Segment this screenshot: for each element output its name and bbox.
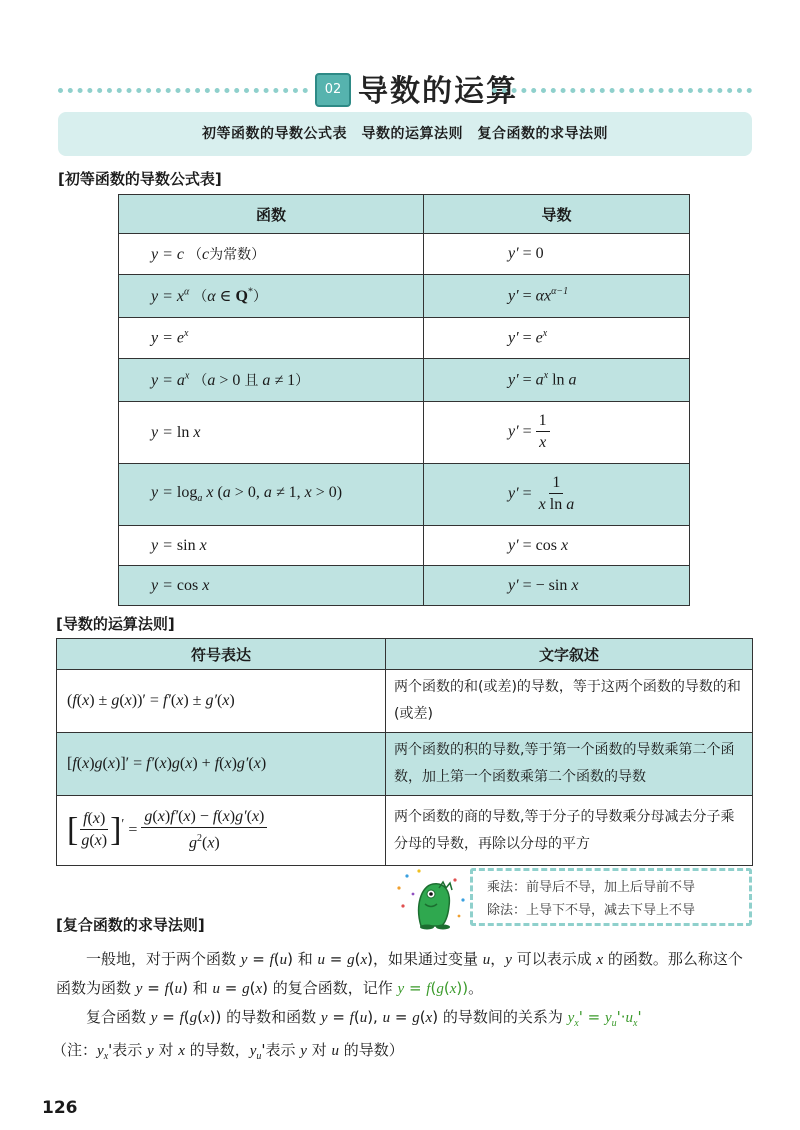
tip-division-rule: 除法：上导下不导，减去下导上不导 xyxy=(487,903,696,918)
section-title: 导数的运算 xyxy=(358,74,518,109)
function-cell: $y = a^x$ （a > 0 且 a ≠ 1） xyxy=(119,359,424,402)
column-header-symbol: 符号表达 xyxy=(57,639,386,670)
table-row xyxy=(119,566,690,606)
composite-relation-paragraph: 复合函数 y = f(g(x)) 的导数和函数 y = f(u), u = g(x) 的导数间的关系为 $y_x' = y_u'\cdot u_x'$ xyxy=(86,1008,642,1029)
table-row xyxy=(119,526,690,566)
table-row xyxy=(57,670,753,733)
header-dotted-line-right xyxy=(492,88,752,93)
table-row xyxy=(57,733,753,796)
tip-multiplication-rule: 乘法：前导后不导，加上后导前不导 xyxy=(487,880,696,895)
composite-definition-paragraph: 一般地，对于两个函数 y = f(u) 和 u = g(x)，如果通过变量 u，y 可以表示成 x 的函数。那么称这个函数为函数 y = f(u) 和 u = g(x) 的复合函数，记作 y = f(g(x))。 xyxy=(56,950,743,997)
table-row xyxy=(119,464,690,526)
derivative-cell: y′ = 0 xyxy=(424,234,690,275)
derivative-cell: y′ = $\frac{1}{x}$ xyxy=(424,402,690,464)
function-cell: y = c （c为常数） xyxy=(119,234,424,275)
rule-text-cell: 两个函数的积的导数,等于第一个函数的导数乘第二个函数，加上第一个函数乘第二个函数的导数 xyxy=(386,733,753,796)
table-header-row xyxy=(57,639,753,670)
header-dotted-line-left xyxy=(58,88,308,93)
page-number: 126 xyxy=(42,1098,78,1118)
composite-heading: [复合函数的求导法则] xyxy=(56,916,205,934)
derivative-cell: $y' = e^x$ xyxy=(424,318,690,359)
rule-formula-cell: [ $\frac{f(x)}{g(x)}$ ]′ = $\frac{g(x)f'(x) - f(x)g'(x)}{g^2(x)}$ xyxy=(57,796,386,866)
table-row xyxy=(119,234,690,275)
derivative-cell: y′ = − sin x xyxy=(424,566,690,606)
table2-heading: [导数的运算法则] xyxy=(56,615,175,633)
rule-text-cell: 两个函数的和(或差)的导数，等于这两个函数的导数的和(或差) xyxy=(386,670,753,733)
function-cell: y = ln x xyxy=(119,402,424,464)
column-header-function: 函数 xyxy=(119,195,424,234)
table-row xyxy=(119,275,690,318)
table-row xyxy=(57,796,753,866)
topics-banner: 初等函数的导数公式表 导数的运算法则 复合函数的求导法则 xyxy=(58,112,752,156)
table-row xyxy=(119,318,690,359)
table-header-row xyxy=(119,195,690,234)
derivative-cell: y′ = $\frac{1}{\text{x ln a}}$ xyxy=(424,464,690,526)
column-header-derivative: 导数 xyxy=(424,195,690,234)
derivative-formula-table xyxy=(118,194,690,606)
function-cell: y = sin x xyxy=(119,526,424,566)
rule-formula-cell: [f(x)g(x)]′ = f′(x)g(x) + f(x)g′(x) xyxy=(57,733,386,796)
rule-formula-cell: (f(x) ± g(x))′ = f′(x) ± g′(x) xyxy=(57,670,386,733)
derivative-cell: y′ = cos x xyxy=(424,526,690,566)
mnemonic-tip-box xyxy=(470,868,752,926)
composite-note: （注：$y_x'$表示 y 对 x 的导数，$y_u'$表示 y 对 u 的导数） xyxy=(52,1041,404,1062)
section-number-badge: 02 xyxy=(315,73,351,107)
table1-heading: [初等函数的导数公式表] xyxy=(58,170,222,188)
column-header-text: 文字叙述 xyxy=(386,639,753,670)
dinosaur-mascot-icon xyxy=(393,866,473,930)
table-row xyxy=(119,402,690,464)
derivative-cell: $y' = a^x$ ln a xyxy=(424,359,690,402)
function-cell: $y = \log_a x$ (a > 0, a ≠ 1, x > 0) xyxy=(119,464,424,526)
rule-text-cell: 两个函数的商的导数,等于分子的导数乘分母减去分子乘分母的导数，再除以分母的平方 xyxy=(386,796,753,866)
function-cell: $y = e^x$ xyxy=(119,318,424,359)
function-cell: y = cos x xyxy=(119,566,424,606)
table-row xyxy=(119,359,690,402)
derivative-rules-table xyxy=(56,638,753,866)
function-cell: $y = x^\alpha$ （α ∈ Q*） xyxy=(119,275,424,318)
derivative-cell: $y' = \alpha x^{\alpha-1}$ xyxy=(424,275,690,318)
